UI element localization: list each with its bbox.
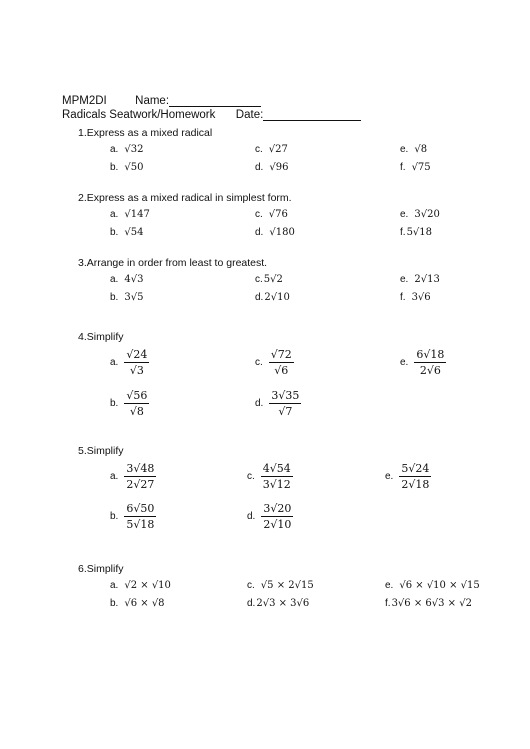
section-6-title: 6.Simplify xyxy=(78,563,124,575)
s3-item-b: b. 3√5 xyxy=(110,292,144,303)
s3-item-e: e. 2√13 xyxy=(400,274,440,285)
s3-item-f: f. 3√6 xyxy=(400,292,431,303)
name-label: Name: xyxy=(135,95,170,107)
s3-item-a: a. 4√3 xyxy=(110,274,144,285)
s4-item-d: d. $\frac{3√35}{√7}$ xyxy=(255,389,300,418)
name-blank xyxy=(169,94,261,107)
s6-item-f: f. 3√6 × 6√3 × √2 xyxy=(385,598,472,609)
s6-item-a: a. √2 × √10 xyxy=(110,580,171,591)
s5-item-e: e. $\frac{5√24}{2√18}$ xyxy=(385,462,430,491)
date-blank xyxy=(263,108,361,121)
s5-item-b: b. $\frac{6√50}{5√18}$ xyxy=(110,502,155,531)
s4-item-a: a. $\frac{√24}{√3}$ xyxy=(110,348,148,377)
s4-item-c: c. $\frac{√72}{√6}$ xyxy=(255,348,292,377)
s6-item-b: b. √6 × √8 xyxy=(110,598,165,609)
s1-item-d: d. √96 xyxy=(255,162,289,173)
section-5-title: 5.Simplify xyxy=(78,445,124,457)
s5-item-a: a. $\frac{3√48}{2√27}$ xyxy=(110,462,155,491)
section-3-title: 3.Arrange in order from least to greatest. xyxy=(78,257,268,269)
section-2-title: 2.Express as a mixed radical in simplest form. xyxy=(78,192,292,204)
header-line-2 xyxy=(62,108,361,121)
s1-item-a: a. √32 xyxy=(110,144,144,155)
s1-item-b: b. √50 xyxy=(110,162,144,173)
course-code: MPM2DI xyxy=(62,95,107,107)
s1-item-f: f. √75 xyxy=(400,162,431,173)
s1-item-c: c. √27 xyxy=(255,144,288,155)
section-4-title: 4.Simplify xyxy=(78,331,124,343)
s2-item-d: d. √180 xyxy=(255,227,295,238)
s3-item-c: c. 5√2 xyxy=(255,274,283,285)
s6-item-d: d. 2√3 × 3√6 xyxy=(247,598,310,609)
s2-item-e: e. 3√20 xyxy=(400,209,440,220)
s5-item-c: c. $\frac{4√54}{3√12}$ xyxy=(247,462,291,491)
s1-item-e: e. √8 xyxy=(400,144,428,155)
s2-item-a: a. √147 xyxy=(110,209,150,220)
worksheet-title: Radicals Seatwork/Homework xyxy=(62,109,216,121)
s2-item-f: f. 5√18 xyxy=(400,227,433,238)
header-line-1 xyxy=(62,94,261,107)
date-label: Date: xyxy=(235,109,264,121)
s6-item-e: e. √6 × √10 × √15 xyxy=(385,580,480,591)
s6-item-c: c. √5 × 2√15 xyxy=(247,580,314,591)
s5-item-d: d. $\frac{3√20}{2√10}$ xyxy=(247,502,292,531)
s3-item-d: d. 2√10 xyxy=(255,292,290,303)
s2-item-b: b. √54 xyxy=(110,227,144,238)
s2-item-c: c. √76 xyxy=(255,209,288,220)
s4-item-e: e. $\frac{6√18}{2√6}$ xyxy=(400,348,445,377)
section-1-title: 1.Express as a mixed radical xyxy=(78,127,213,139)
s4-item-b: b. $\frac{√56}{√8}$ xyxy=(110,389,148,418)
